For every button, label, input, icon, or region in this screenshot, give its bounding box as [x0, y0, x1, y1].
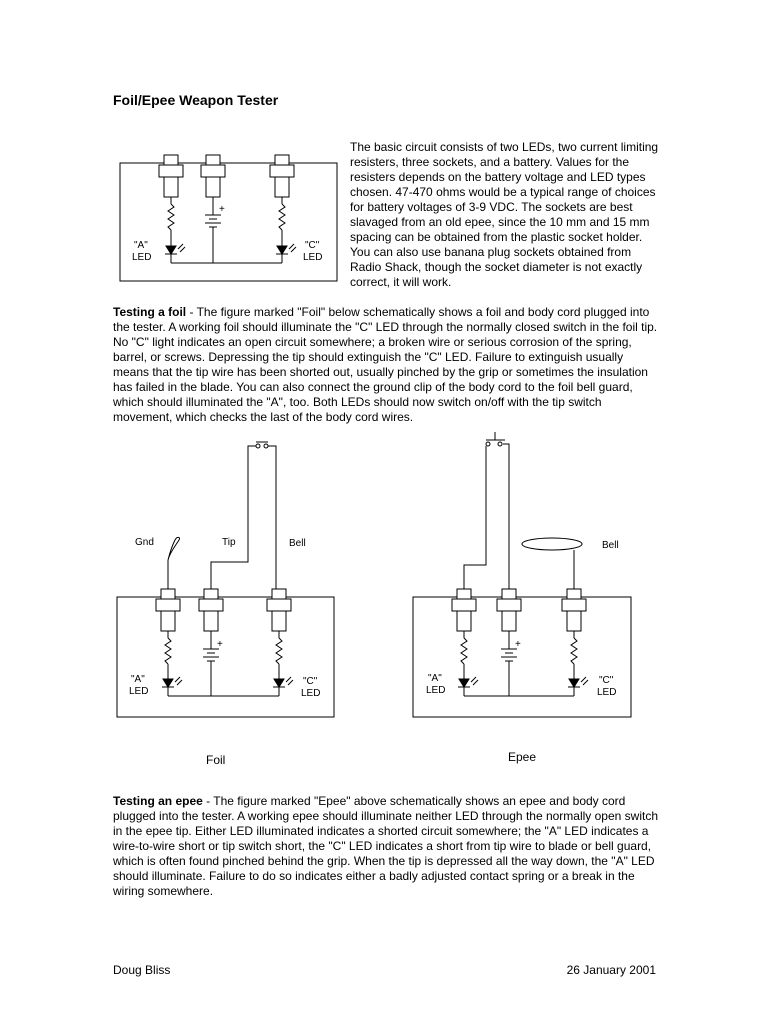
page-title: Foil/Epee Weapon Tester — [113, 92, 279, 108]
foil-a-led-label: "A" LED — [129, 674, 149, 697]
a-led-label: "A" LED — [132, 240, 152, 263]
foil-gnd-label: Gnd — [135, 537, 154, 548]
foil-battery-plus-label: + — [217, 639, 223, 650]
foil-c-led-label: "C" LED — [301, 676, 321, 699]
c-led-label: "C" LED — [303, 240, 323, 263]
epee-heading: Testing an epee — [113, 794, 203, 808]
foil-tip-label: Tip — [222, 537, 236, 548]
battery-plus-label: + — [219, 204, 225, 215]
epee-paragraph — [113, 794, 658, 899]
epee-battery-plus-label: + — [515, 639, 521, 650]
footer-date: 26 January 2001 — [566, 963, 656, 977]
epee-a-led-label: "A" LED — [426, 673, 446, 696]
epee-c-led-label: "C" LED — [597, 675, 617, 698]
foil-bell-label: Bell — [289, 538, 306, 549]
epee-bell-label: Bell — [602, 540, 619, 551]
intro-paragraph: The basic circuit consists of two LEDs, two current limiting resisters, three sockets, and a battery. Values for the resisters depends on the battery voltage and LED types chosen. 47-470 ohms would be a typical range of choices for battery voltages of 3-9 VDC. The sockets are best slavaged from an old epee, since the 10 mm and 15 mm spacing can be obtained from the plastic socket holder. You can also use banana plug sockets obtained from Radio Shack, though the socket diameter is not exactly correct, it will work. — [350, 140, 659, 289]
foil-caption: Foil — [206, 753, 226, 767]
foil-paragraph — [113, 305, 658, 425]
foil-heading: Testing a foil — [113, 305, 187, 319]
footer-author: Doug Bliss — [113, 963, 171, 977]
foil-body: - The figure marked "Foil" below schematically shows a foil and body cord plugged into the tester. A working foil should illuminate the "C" LED through the normally closed switch in the foil tip. No "C" light indicates an open circuit somewhere; a broken wire or serious corrosion of the spring, barrel, or screws. Depressing the tip should extinguish the "C" LED. Failure to extinguish usually means that the tip wire has been shorted out, usually pinched by the grip or sometimes the insulation has failed in the blade. You can also connect the ground clip of the body cord to the foil bell guard, which should illuminated the "A", too. Both LEDs should now switch on/off with the tip switch movement, which checks the last of the body cord wires. — [113, 305, 658, 424]
epee-caption: Epee — [508, 750, 537, 764]
epee-body: - The figure marked "Epee" above schematically shows an epee and body cord plugged into the tester. A working epee should illuminate neither LED through the normally open switch in the epee tip. Either LED illuminated indicates a shorted circuit somewhere; the "A" LED indicates a wire-to-wire short or tip switch short, the "C" LED indicates a short from tip wire to blade or bell guard, which is often found pinched behind the grip. When the tip is depressed all the way down, the "A" LED should illuminate. Failure to do so indicates either a badly adjusted contact spring or a break in the wiring somewhere. — [113, 794, 659, 898]
